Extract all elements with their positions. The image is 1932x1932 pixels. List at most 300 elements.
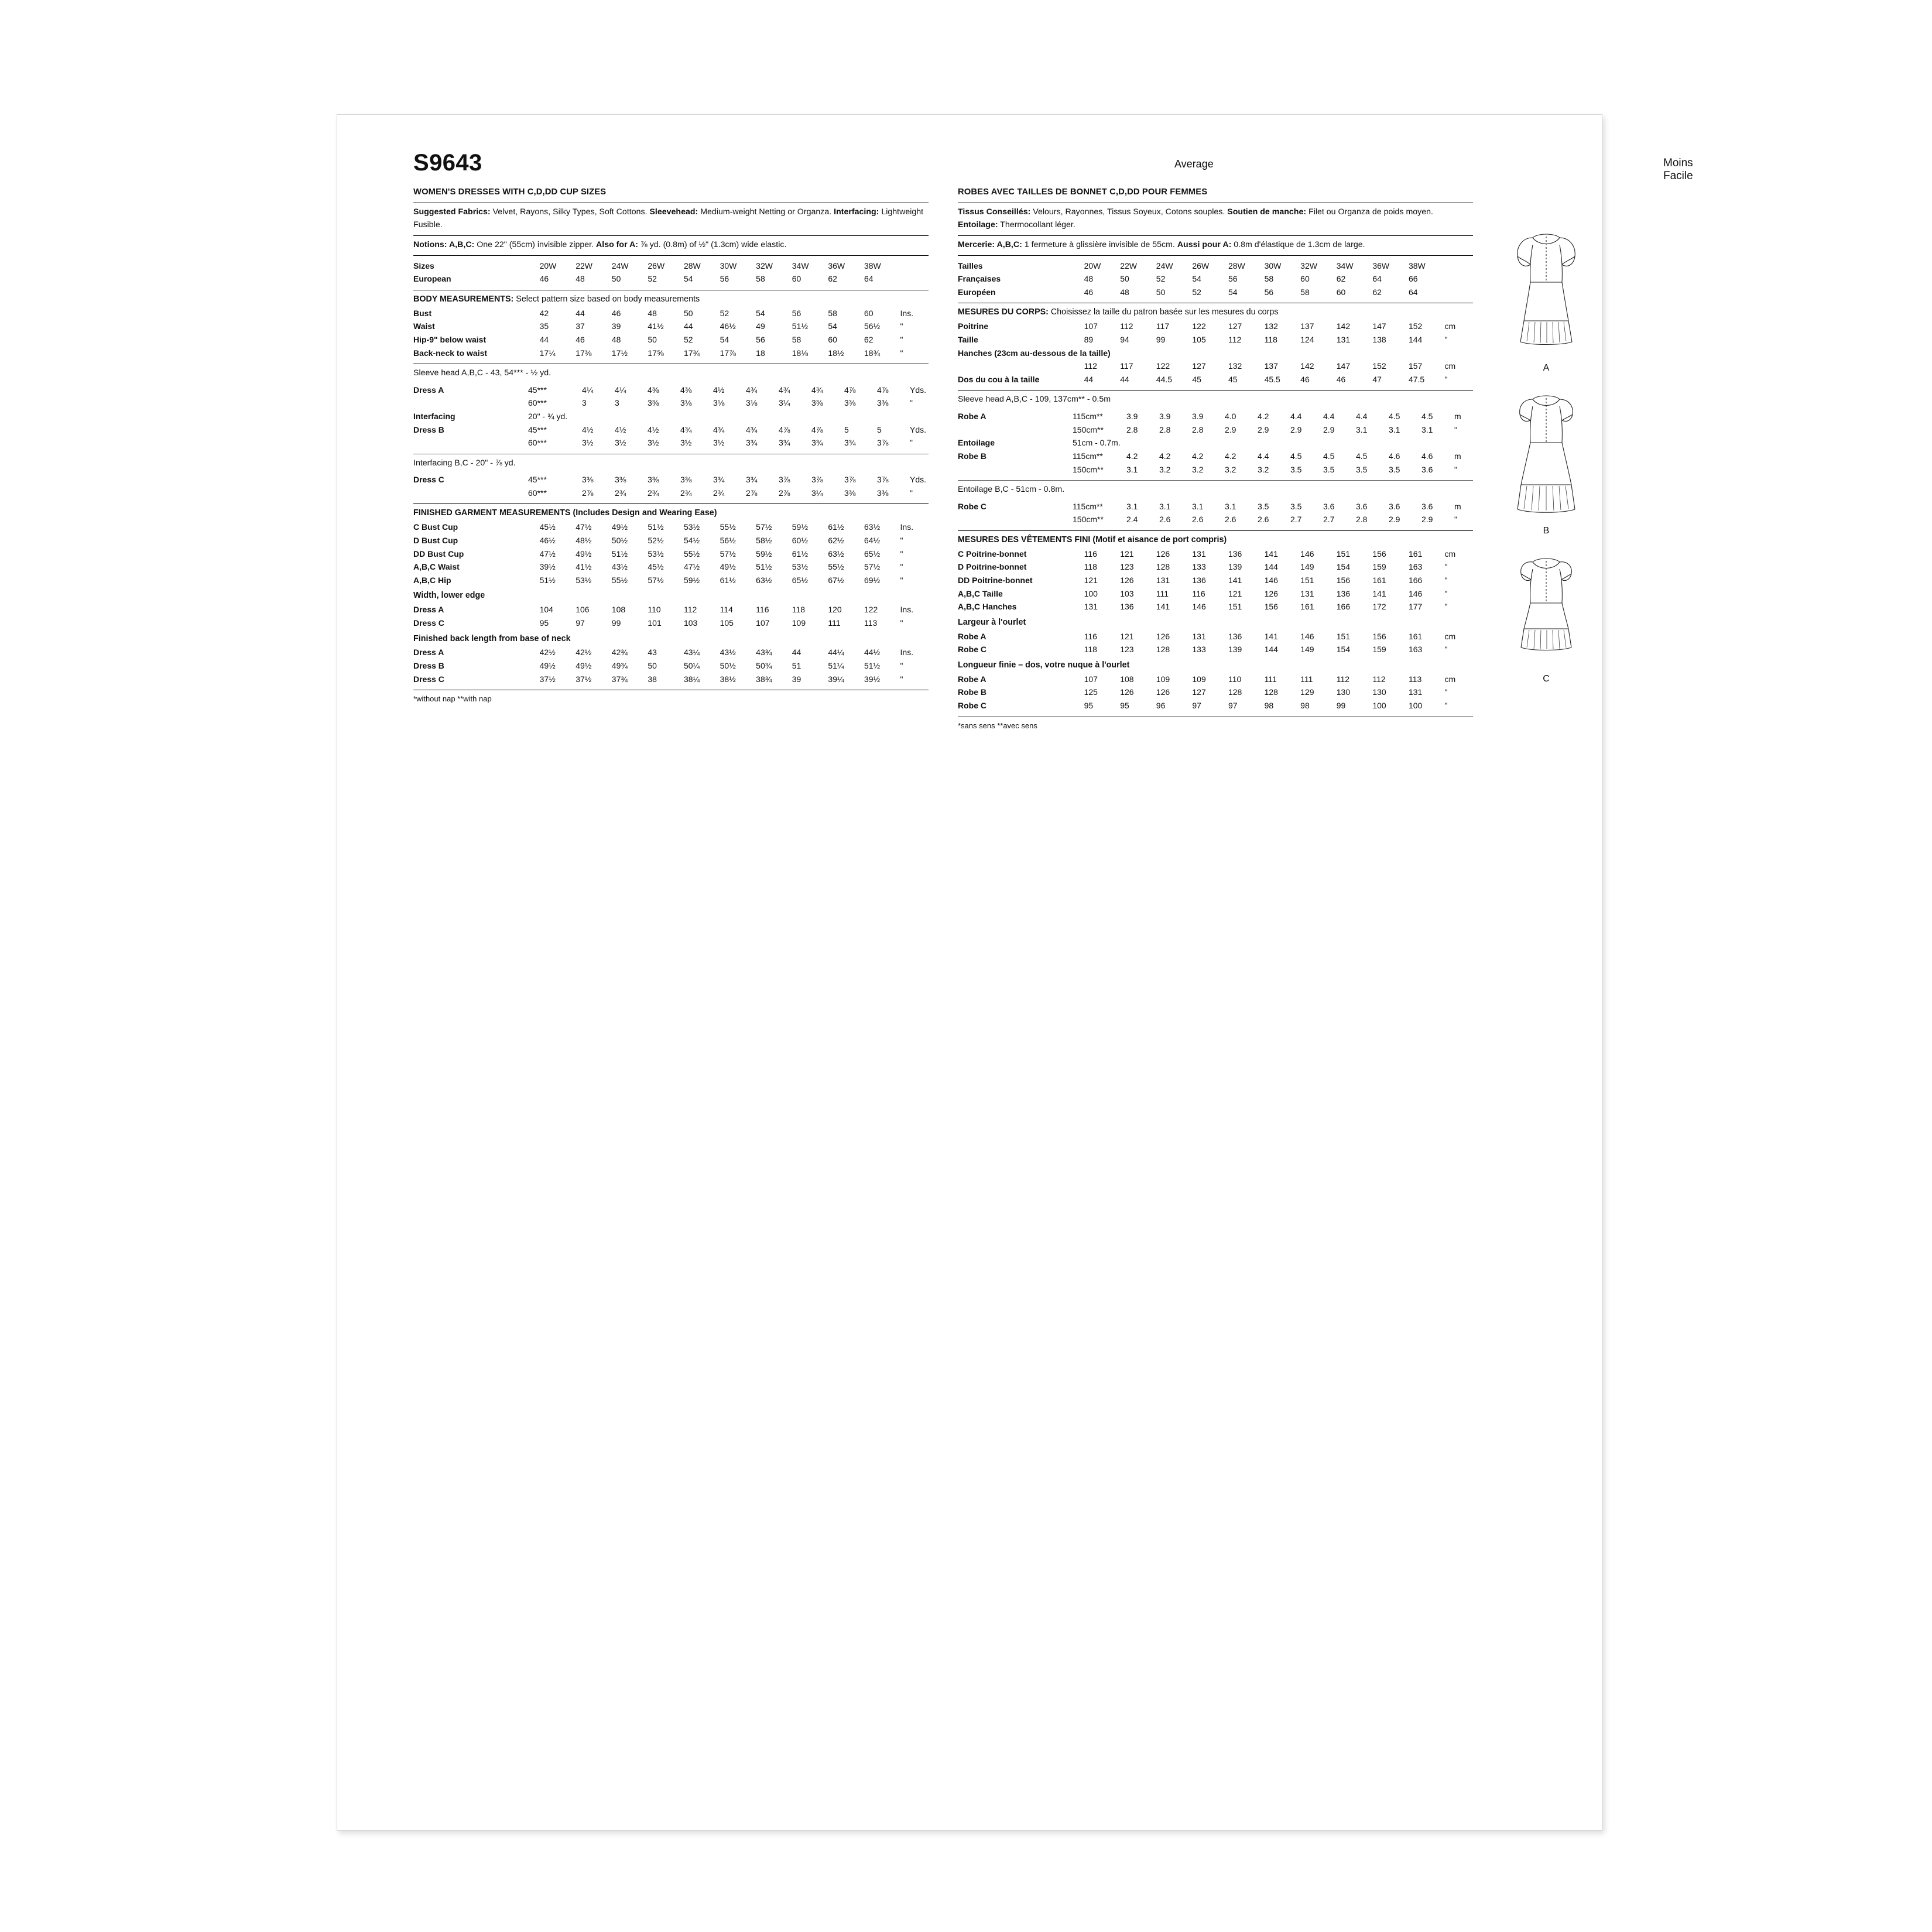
cell: 55½	[720, 522, 736, 532]
cell: 122	[864, 605, 878, 615]
cell: 3.1	[1225, 501, 1236, 511]
interfacing-bc-fr: Entoilage B,C - 51cm - 0.8m.	[958, 485, 1065, 495]
cell: 3⅜	[877, 398, 889, 408]
cell: 4¾	[779, 385, 790, 395]
yardage-c-table-en	[413, 473, 936, 499]
row-label: C Poitrine-bonnet	[958, 549, 1027, 559]
width-table-fr	[958, 630, 1473, 656]
row-label: D Poitrine-bonnet	[958, 562, 1027, 572]
size-cell: 20W	[539, 261, 557, 270]
cell: 89	[1084, 334, 1094, 344]
sheet-content	[372, 150, 1693, 730]
cell: 5	[844, 424, 849, 434]
size-cell: 38W	[864, 261, 881, 270]
figure-label-c: C	[1543, 674, 1550, 684]
body-measurements-header-fr	[958, 306, 1473, 318]
cell: 2.6	[1225, 515, 1236, 525]
cell: 52	[720, 308, 729, 318]
interfacing-text-fr: Thermocollant léger.	[998, 220, 1075, 229]
cell: 100	[1408, 701, 1423, 711]
cell: 50½	[720, 661, 736, 671]
cell: 156	[1372, 631, 1386, 641]
cell: 121	[1120, 549, 1134, 559]
cell: 95	[539, 618, 549, 628]
table-row	[958, 410, 1480, 423]
size-cell: 28W	[1228, 261, 1245, 270]
cell: 3⅞	[779, 475, 790, 485]
row-label: Interfacing	[413, 411, 455, 421]
divider	[413, 235, 929, 236]
table-row	[958, 574, 1473, 587]
divider	[958, 480, 1473, 481]
finished-sub-fr: (Motif et aisance de port compris)	[1090, 535, 1227, 544]
sleevehead-label-fr: Soutien de manche:	[1227, 207, 1307, 217]
row-sub: 115cm**	[1073, 451, 1103, 461]
cell: 45	[1228, 374, 1238, 384]
cell: 53½	[683, 522, 700, 532]
cell: 45½	[539, 522, 556, 532]
cell: 130	[1372, 687, 1386, 697]
size-cell: 48	[1084, 274, 1094, 284]
row-label: Dress B	[413, 424, 444, 434]
cell: 137	[1264, 361, 1278, 371]
cell: 57½	[864, 562, 881, 572]
cell: 105	[720, 618, 734, 628]
cell: 98	[1300, 701, 1310, 711]
dress-view-b	[1493, 384, 1599, 536]
cell: 38¼	[683, 674, 700, 684]
size-cell: 54	[1192, 274, 1201, 284]
body-meas-title-fr: MESURES DU CORPS:	[958, 307, 1049, 317]
cell: 35	[539, 321, 549, 331]
cell: 4⅞	[811, 424, 823, 434]
row-label: Dress A	[413, 605, 444, 615]
cell: 3.6	[1323, 501, 1335, 511]
cell: 166	[1336, 602, 1351, 612]
cell: 54	[756, 308, 765, 318]
cell: 116	[756, 605, 769, 615]
table-row	[413, 574, 929, 587]
cell: 111	[828, 618, 841, 628]
cell: 3⅜	[648, 475, 659, 485]
cell: 3	[615, 398, 619, 408]
cell: 51½	[611, 549, 628, 559]
row-sub: 51cm - 0.7m.	[1073, 438, 1121, 448]
cell: 109	[792, 618, 806, 628]
cell: 97	[1228, 701, 1238, 711]
cell: 3⅞	[811, 475, 823, 485]
cell: 159	[1372, 562, 1386, 572]
cell: 46½	[539, 535, 556, 545]
table-row	[958, 699, 1473, 712]
row-sub: 60***	[528, 398, 547, 408]
unit-cell: "	[900, 535, 903, 545]
unit-cell: cm	[1444, 361, 1456, 371]
unit-cell: "	[900, 334, 903, 344]
interfacing-label-en: Interfacing:	[834, 207, 879, 217]
backlength-title-fr: Longueur finie – dos, votre nuque à l'ourlet	[958, 660, 1130, 670]
dress-view-c	[1493, 547, 1599, 684]
unit-cell: m	[1454, 411, 1461, 421]
cell: 5	[877, 424, 882, 434]
size-cell: 54	[683, 274, 693, 284]
sleevehead-text-en: Medium-weight Netting or Organza.	[698, 207, 834, 217]
notions-text2-en: ⅞ yd. (0.8m) of ½" (1.3cm) wide elastic.	[638, 240, 787, 250]
cell: 4½	[713, 385, 725, 395]
cell: 58	[792, 334, 801, 344]
fabrics-fr	[958, 206, 1473, 231]
cell: 38½	[720, 674, 736, 684]
table-row	[958, 499, 1480, 513]
cell: 4.5	[1323, 451, 1335, 461]
table-row	[413, 383, 936, 396]
cell: 18¾	[864, 348, 881, 358]
cell: 43½	[720, 648, 736, 657]
header	[372, 150, 1693, 186]
cell: 107	[1084, 321, 1098, 331]
fabrics-text-en: Velvet, Rayons, Silky Types, Soft Cottons.	[490, 207, 650, 217]
dress-view-a	[1493, 221, 1599, 374]
cell: 3¼	[811, 488, 823, 498]
cell: 44	[683, 321, 693, 331]
table-row	[958, 560, 1473, 574]
table-row	[413, 534, 929, 547]
cell: 131	[1300, 588, 1314, 598]
cell: 111	[1264, 674, 1277, 684]
row-label: Dress C	[413, 674, 444, 684]
table-row	[413, 547, 929, 560]
row-label: Robe C	[958, 701, 986, 711]
cell: 49	[756, 321, 765, 331]
cell: 37	[576, 321, 585, 331]
size-cell: 52	[1192, 287, 1201, 297]
cell: 133	[1192, 645, 1206, 655]
cell: 49½	[576, 549, 592, 559]
interfacing-bc-en: Interfacing B,C - 20" - ⅞ yd.	[413, 458, 516, 468]
row-sub: 150cm**	[1073, 464, 1104, 474]
cell: 4.2	[1126, 451, 1138, 461]
divider	[958, 235, 1473, 236]
european-label-fr: Européen	[958, 287, 996, 297]
cell: 141	[1156, 602, 1170, 612]
finished-header-fr	[958, 534, 1473, 546]
cell: 4¾	[680, 424, 692, 434]
row-label: Dress C	[413, 618, 444, 628]
cell: 45½	[648, 562, 664, 572]
table-row	[413, 396, 936, 410]
cell: 139	[1228, 645, 1242, 655]
cell: 109	[1192, 674, 1206, 684]
cell: 58	[828, 308, 837, 318]
cell: 131	[1192, 549, 1206, 559]
cell: 3⅜	[877, 488, 889, 498]
fabrics-en	[413, 206, 929, 231]
cell: 161	[1372, 575, 1386, 585]
cell: 136	[1120, 602, 1134, 612]
cell: 110	[1228, 674, 1242, 684]
cell: 108	[611, 605, 626, 615]
cell: 47½	[683, 562, 700, 572]
cell: 50	[683, 308, 693, 318]
cell: 3.6	[1356, 501, 1368, 511]
cell: 17¾	[683, 348, 700, 358]
cell: 3⅛	[746, 398, 758, 408]
cell: 4.5	[1421, 411, 1433, 421]
sleevehead-line-en: Sleeve head A,B,C - 43, 54*** - ½ yd.	[413, 368, 551, 378]
cell: 136	[1228, 631, 1242, 641]
cell: 4.0	[1225, 411, 1236, 421]
size-cell: 22W	[1120, 261, 1137, 270]
row-sub: 20" - ¾ yd.	[528, 411, 568, 421]
cell: 51	[792, 661, 801, 671]
cell: 48	[611, 334, 621, 344]
cell: 126	[1156, 549, 1170, 559]
unit-cell: Yds.	[910, 424, 927, 434]
cell: 3.1	[1389, 424, 1400, 434]
size-cell: 56	[720, 274, 729, 284]
cell: 151	[1336, 631, 1351, 641]
cell: 52	[683, 334, 693, 344]
cell: 55½	[828, 562, 844, 572]
cell: 18⅛	[792, 348, 808, 358]
cell: 106	[576, 605, 590, 615]
size-cell: 28W	[683, 261, 701, 270]
cell: 42½	[576, 648, 592, 657]
unit-cell: "	[1444, 588, 1448, 598]
size-cell: 38W	[1408, 261, 1426, 270]
cell: 57½	[720, 549, 736, 559]
cell: 4¼	[615, 385, 626, 395]
cell: 47	[1372, 374, 1382, 384]
cell: 17⅜	[576, 348, 592, 358]
size-cell: 50	[1120, 274, 1129, 284]
cell: 141	[1372, 588, 1386, 598]
width-table-en	[413, 603, 929, 629]
difficulty-fr: Moins Facile	[1663, 157, 1693, 182]
cell: 2.6	[1192, 515, 1204, 525]
cell: 50¾	[756, 661, 772, 671]
cell: 3⅛	[713, 398, 725, 408]
cell: 112	[1372, 674, 1386, 684]
cell: 65½	[864, 549, 881, 559]
cell: 147	[1336, 361, 1351, 371]
row-label: DD Poitrine-bonnet	[958, 575, 1033, 585]
size-cell: 56	[1228, 274, 1238, 284]
cell: 17½	[611, 348, 628, 358]
cell: 4¾	[713, 424, 725, 434]
cell: 3.2	[1192, 464, 1204, 474]
cell: 4.6	[1389, 451, 1400, 461]
table-row	[413, 436, 936, 450]
size-cell: 60	[792, 274, 801, 284]
unit-cell	[900, 259, 929, 272]
cell: 61½	[720, 575, 736, 585]
row-label	[958, 423, 1073, 436]
cell: 3½	[615, 438, 626, 448]
row-label	[958, 463, 1073, 476]
cell: 59½	[792, 522, 808, 532]
cell: 122	[1156, 361, 1170, 371]
size-cell: 30W	[1264, 261, 1282, 270]
row-label: Robe B	[958, 451, 986, 461]
row-label: Dress A	[413, 385, 444, 395]
cell: 2¾	[680, 488, 692, 498]
table-row	[958, 272, 1473, 286]
cell: 62½	[828, 535, 844, 545]
cell: 4⅞	[877, 385, 889, 395]
width-title-en: Width, lower edge	[413, 591, 485, 601]
cell: 44	[1120, 374, 1129, 384]
table-row	[413, 346, 929, 359]
size-cell: 46	[539, 274, 549, 284]
cell: 126	[1120, 687, 1134, 697]
cell: 64½	[864, 535, 881, 545]
cell: 46	[1300, 374, 1310, 384]
cell: 3.5	[1290, 464, 1302, 474]
row-label: A,B,C Taille	[958, 588, 1003, 598]
cell: 17¼	[539, 348, 556, 358]
cell: 50¼	[683, 661, 700, 671]
unit-cell: "	[1444, 602, 1448, 612]
yardage-c-table-fr	[958, 499, 1480, 526]
size-cell: 36W	[1372, 261, 1390, 270]
cell: 45.5	[1264, 374, 1280, 384]
cell: 3⅞	[877, 438, 889, 448]
unit-cell: m	[1454, 501, 1461, 511]
cell: 63½	[756, 575, 772, 585]
cell: 44	[576, 308, 585, 318]
cell: 58½	[756, 535, 772, 545]
finished-header-en	[413, 507, 929, 519]
cell: 127	[1228, 321, 1242, 331]
table-row	[413, 473, 936, 487]
cell: 3.2	[1159, 464, 1171, 474]
size-table-fr	[958, 259, 1473, 299]
cell: 97	[576, 618, 585, 628]
cell: 43¾	[756, 648, 772, 657]
cell: 3¾	[811, 438, 823, 448]
row-label: Dress B	[413, 661, 444, 671]
cell: 108	[1120, 674, 1134, 684]
cell: 127	[1192, 361, 1206, 371]
row-sub: 45***	[528, 424, 547, 434]
cell: 4¼	[582, 385, 594, 395]
sleevehead-line-fr: Sleeve head A,B,C - 109, 137cm** - 0.5m	[958, 395, 1111, 405]
cell: 136	[1192, 575, 1206, 585]
table-row	[958, 450, 1480, 463]
body-meas-sub-fr: Choisissez la taille du patron basée sur les mesures du corps	[1048, 307, 1279, 317]
cell: 3.1	[1356, 424, 1368, 434]
cell: 157	[1408, 361, 1423, 371]
cell: 4.2	[1192, 451, 1204, 461]
unit-cell: "	[900, 348, 903, 358]
cell: 51½	[539, 575, 556, 585]
cell: 137	[1300, 321, 1314, 331]
row-label: Entoilage	[958, 438, 995, 448]
cell: 18	[756, 348, 765, 358]
cell: 141	[1228, 575, 1242, 585]
size-cell: 30W	[720, 261, 737, 270]
cell: 112	[1336, 674, 1350, 684]
size-cell: 62	[828, 274, 837, 284]
cell: 3.6	[1421, 501, 1433, 511]
cell: 121	[1228, 588, 1242, 598]
cell: 51½	[756, 562, 772, 572]
cell: 152	[1372, 361, 1386, 371]
table-row	[958, 643, 1473, 656]
cell: 3½	[648, 438, 659, 448]
cell: 2⅞	[779, 488, 790, 498]
unit-cell: "	[1444, 701, 1448, 711]
title-en: WOMEN'S DRESSES WITH C,D,DD CUP SIZES	[413, 187, 607, 197]
cell: 144	[1408, 334, 1423, 344]
cell: 59½	[683, 575, 700, 585]
cell: 2.7	[1290, 515, 1302, 525]
cell: 4.2	[1159, 451, 1171, 461]
cell: 3⅜	[582, 475, 594, 485]
unit-cell: Ins.	[900, 522, 914, 532]
cell: 69½	[864, 575, 881, 585]
cell: 49¾	[611, 661, 628, 671]
cell: 4.4	[1356, 411, 1368, 421]
table-row	[413, 306, 929, 320]
cell: 44½	[864, 648, 881, 657]
cell: 4⅞	[844, 385, 856, 395]
cell: 3.5	[1258, 501, 1269, 511]
cell: 3½	[680, 438, 692, 448]
row-label	[958, 513, 1073, 526]
size-cell: 66	[1408, 274, 1418, 284]
unit-cell: cm	[1444, 549, 1456, 559]
cell: 3.1	[1126, 464, 1138, 474]
table-row	[958, 547, 1473, 560]
size-cell: 32W	[1300, 261, 1317, 270]
cell: 46½	[720, 321, 736, 331]
size-cell: 58	[1300, 287, 1310, 297]
cell: 116	[1192, 588, 1205, 598]
width-title-fr: Largeur à l'ourlet	[958, 617, 1026, 627]
cell: 146	[1408, 588, 1423, 598]
cell: 151	[1228, 602, 1242, 612]
cell: 131	[1084, 602, 1098, 612]
cell: 177	[1408, 602, 1423, 612]
row-label: A,B,C Hanches	[958, 602, 1017, 612]
cell: 146	[1300, 631, 1314, 641]
table-row	[958, 673, 1473, 686]
cell: 54	[720, 334, 729, 344]
cell: 53½	[576, 575, 592, 585]
notions-text-en: One 22" (55cm) invisible zipper.	[474, 240, 596, 250]
size-table-en	[413, 259, 929, 285]
cell: 116	[1084, 549, 1097, 559]
cell: 4.6	[1421, 451, 1433, 461]
unit-cell: cm	[1444, 631, 1456, 641]
cell: 3	[582, 398, 587, 408]
table-row	[958, 587, 1473, 600]
backlength-title-en: Finished back length from base of neck	[413, 633, 571, 643]
table-row	[413, 259, 929, 272]
cell: 126	[1264, 588, 1278, 598]
cell: 56	[756, 334, 765, 344]
body-measurements-table-en	[413, 306, 929, 359]
unit-cell: "	[1454, 424, 1457, 434]
cell: 109	[1156, 674, 1170, 684]
size-cell: 26W	[648, 261, 665, 270]
row-sub: 150cm**	[1073, 515, 1104, 525]
cell: 142	[1300, 361, 1314, 371]
pattern-envelope-back	[337, 114, 1693, 1831]
cell: 136	[1228, 549, 1242, 559]
